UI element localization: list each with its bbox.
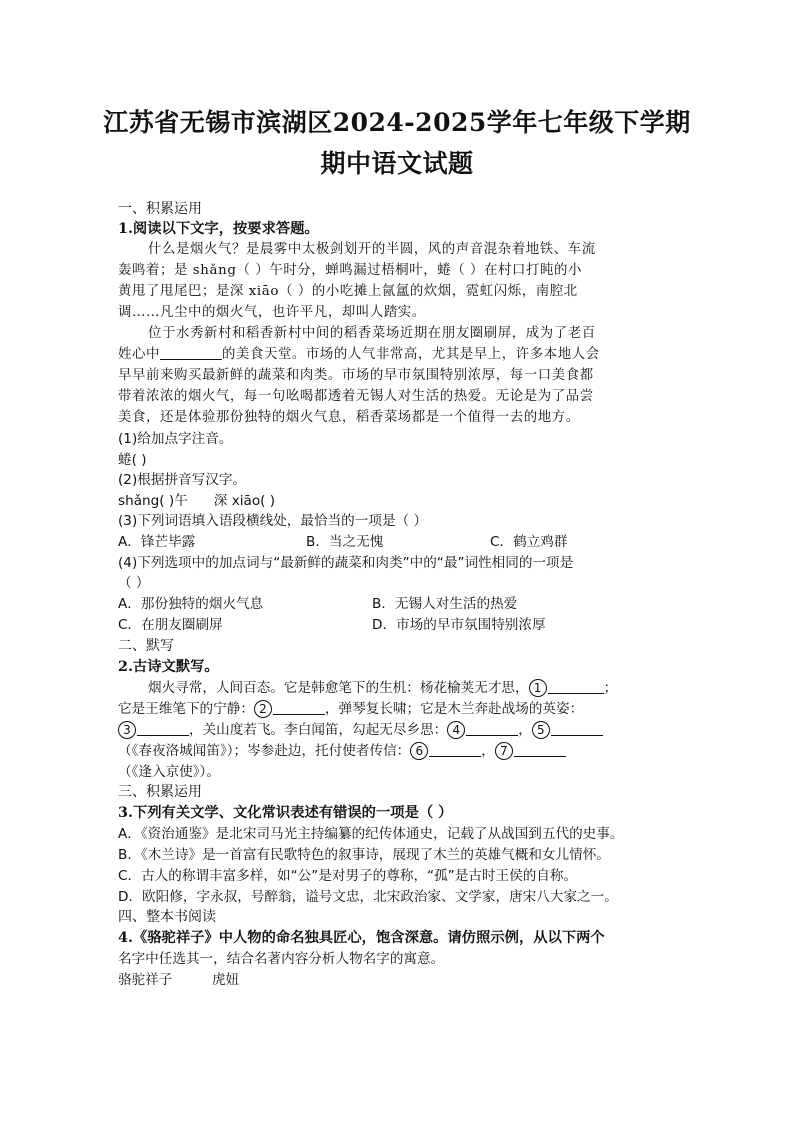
fill-blank[interactable]	[466, 721, 518, 736]
question-1-prompt: 1.阅读以下文字，按要求答题。	[118, 221, 319, 237]
blank-number: 4	[447, 721, 465, 739]
subquestion-1: (1)给加点字注音。	[118, 431, 233, 447]
fill-blank[interactable]	[273, 700, 325, 715]
option-d[interactable]: D．欧阳修，字永叔，号醉翁，谥号文忠，北宋政治家、文学家，唐宋八大家之一。	[118, 889, 618, 905]
character-name: 骆驼祥子	[118, 972, 173, 988]
blank-number: 5	[532, 721, 550, 739]
subquestion-2: (2)根据拼音写汉字。	[118, 472, 247, 488]
answer-paren[interactable]: （ ）	[118, 575, 150, 591]
fill-blank[interactable]	[160, 345, 222, 360]
section-heading-3: 三、积累运用	[118, 784, 202, 800]
option-a[interactable]: A．锋芒毕露	[118, 534, 196, 550]
blank-number: 7	[495, 742, 513, 760]
page-title-line1: 江苏省无锡市滨湖区2024-2025学年七年级下学期	[103, 108, 691, 137]
poem-line-3	[118, 720, 603, 740]
poem-text: ，	[518, 722, 532, 738]
question-2-prompt: 2.古诗文默写。	[118, 659, 219, 675]
pinyin-item: 深 xiāo( )	[213, 493, 276, 509]
fill-blank[interactable]	[548, 679, 604, 694]
passage-1-line: 黄甩了甩尾巴；是深 xiāo（ ）的小吃摊上氤氲的炊烟，霓虹闪烁，南腔北	[118, 284, 578, 299]
passage-2-line: 位于水秀新村和稻香新村中间的稻香菜场近期在朋友圈刷屏，成为了老百	[148, 326, 596, 341]
option-c[interactable]: C．鹤立鸡群	[490, 534, 568, 550]
subquestion-3: (3)下列词语填入语段横线处，最恰当的一项是（ ）	[118, 513, 428, 529]
poem-text: ，	[481, 743, 495, 759]
blank-number: 1	[529, 679, 547, 697]
poem-line-5: （《逢入京使》）。	[118, 764, 220, 780]
option-c[interactable]: C．古人的称谓丰富多样，如“公”是对男子的尊称，“孤”是古时王侯的自称。	[118, 868, 578, 884]
blank-number: 6	[410, 742, 428, 760]
poem-text: 烟火寻常，人间百态。它是韩愈笔下的生机：杨花榆荚无才思，	[148, 680, 529, 696]
option-c[interactable]: C．在朋友圈刷屏	[118, 617, 223, 633]
subquestion-2-item	[118, 491, 275, 511]
option-b[interactable]: B．无锡人对生活的热爱	[372, 596, 518, 612]
fill-blank[interactable]	[514, 742, 566, 757]
poem-text: ，弹琴复长啸；它是木兰奔赴战场的英姿：	[324, 701, 584, 717]
option-a[interactable]: A．《资治通鉴》是北宋司马光主持编纂的纪传体通史，记载了从战国到五代的史事。	[118, 826, 624, 842]
pinyin-item: shǎng( )午	[118, 493, 188, 509]
blank-number: 2	[254, 700, 272, 718]
question-4-prompt: 4.《骆驼祥子》中人物的命名独具匠心，饱含深意。请仿照示例，从以下两个	[118, 930, 605, 946]
poem-line-1	[148, 678, 617, 698]
poem-line-2	[118, 699, 583, 719]
passage-2-line: 带着浓浓的烟火气，每一句吆喝都透着无锡人对生活的热爱。无论是为了品尝	[118, 389, 594, 404]
character-name: 虎妞	[212, 972, 240, 988]
subquestion-1-item: 蜷( )	[118, 452, 147, 468]
section-heading-2: 二、默写	[118, 638, 174, 654]
fill-blank[interactable]	[137, 721, 189, 736]
passage-2-line: 早早前来购买最新鲜的蔬菜和肉类。市场的早市氛围特别浓厚，每一口美食都	[118, 368, 594, 383]
blank-number: 3	[118, 721, 136, 739]
subquestion-4: (4)下列选项中的加点词与“最新鲜的蔬菜和肉类”中的“最”词性相同的一项是	[118, 555, 574, 571]
option-b[interactable]: B．当之无愧	[306, 534, 384, 550]
option-d[interactable]: D．市场的早市氛围特别浓厚	[372, 617, 546, 633]
poem-line-4	[118, 741, 566, 761]
question-4-prompt-cont: 名字中任选其一，结合名著内容分析人物名字的寓意。	[118, 951, 445, 967]
passage-1-line: 什么是烟火气？是晨雾中太极剑划开的半圆，风的声音混杂着地铁、车流	[148, 242, 596, 257]
passage-1-line: 调……凡尘中的烟火气，也许平凡，却叫人踏实。	[118, 305, 426, 320]
page-title-line2: 期中语文试题	[320, 149, 474, 178]
question-3-prompt: 3.下列有关文学、文化常识表述有错误的一项是（ ）	[118, 805, 453, 821]
section-heading-1: 一、积累运用	[118, 201, 202, 217]
fill-blank[interactable]	[551, 721, 603, 736]
option-a[interactable]: A．那份独特的烟火气息	[118, 596, 264, 612]
fill-blank[interactable]	[429, 742, 481, 757]
passage-1-line: 轰鸣着；是 shǎng（ ）午时分，蝉鸣漏过梧桐叶，蜷（ ）在村口打盹的小	[118, 263, 582, 278]
section-heading-4: 四、整本书阅读	[118, 909, 216, 925]
passage-2-line-blank	[118, 345, 600, 365]
poem-text: 它是王维笔下的宁静：	[118, 701, 254, 717]
poem-text: ，关山度若飞。李白闻笛，勾起无尽乡思：	[189, 722, 448, 738]
passage-text: 姓心中	[118, 347, 160, 362]
option-b[interactable]: B．《木兰诗》是一首富有民歌特色的叙事诗，展现了木兰的英雄气概和女儿情怀。	[118, 847, 610, 863]
poem-text: （《春夜洛城闻笛》）；岑参赴边，托付使者传信：	[118, 743, 411, 759]
poem-text: ；	[603, 680, 618, 696]
passage-2-line: 美食，还是体验那份独特的烟火气息，稻香菜场都是一个值得一去的地方。	[118, 410, 580, 425]
passage-text: 的美食天堂。市场的人气非常高，尤其是早上，许多本地人会	[221, 347, 600, 362]
